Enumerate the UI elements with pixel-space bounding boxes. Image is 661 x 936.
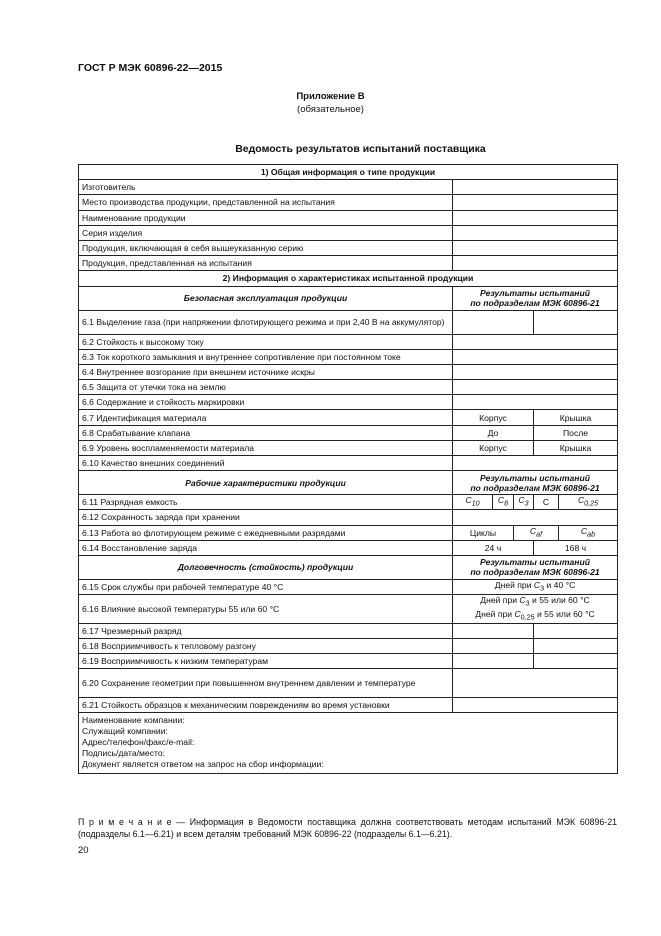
value-cell[interactable] bbox=[453, 180, 618, 195]
value-cell[interactable] bbox=[453, 653, 534, 668]
value-cell[interactable] bbox=[453, 638, 534, 653]
company-info-block bbox=[79, 713, 618, 774]
value-cell[interactable] bbox=[453, 240, 618, 255]
group-performance-header: Рабочие характеристики продукции bbox=[79, 471, 453, 495]
c025-label: $C_{0,25}$ bbox=[559, 495, 618, 510]
test-row: 6.19 Восприимчивость к низким температурам bbox=[79, 653, 453, 668]
test-row: 6.10 Качество внешних соединений bbox=[79, 456, 453, 471]
h24-label: 24 ч bbox=[453, 540, 534, 555]
test-row: 6.4 Внутреннее возгорание при внешнем источнике искры bbox=[79, 364, 453, 379]
value-cell[interactable] bbox=[453, 225, 618, 240]
value-cell[interactable] bbox=[534, 310, 618, 334]
test-row: 6.7 Идентификация материала bbox=[79, 410, 453, 425]
value-cell[interactable] bbox=[453, 334, 618, 349]
corpus-label: Корпус bbox=[453, 410, 534, 425]
company-employee-label: Служащий компании: bbox=[82, 726, 168, 737]
test-row: 6.3 Ток короткого замыкания и внутреннее сопротивление при постоянном токе bbox=[79, 349, 453, 364]
test-row: 6.20 Сохранение геометрии при повышенном внутреннем давлении и температуре bbox=[79, 669, 453, 698]
test-row: 6.14 Восстановление заряда bbox=[79, 540, 453, 555]
value-cell[interactable] bbox=[534, 638, 618, 653]
before-label: До bbox=[453, 425, 534, 440]
c-label: C bbox=[534, 495, 559, 510]
value-cell[interactable] bbox=[534, 653, 618, 668]
value-cell[interactable] bbox=[453, 623, 534, 638]
general-row: Продукция, включающая в себя вышеуказанную серию bbox=[79, 240, 453, 255]
section-2-header: 2) Информация о характеристиках испытанной продукции bbox=[79, 271, 618, 286]
days-at-55-60-label: Дней при $C_3$ и 55 или 60 °С Дней при $C_{0,25}$ и 55 или 60 °С bbox=[453, 595, 618, 623]
group-safety-header: Безопасная эксплуатация продукции bbox=[79, 286, 453, 310]
test-row: 6.8 Срабатывание клапана bbox=[79, 425, 453, 440]
cab-label: $C_{ab}$ bbox=[559, 525, 618, 540]
company-name-label: Наименование компании: bbox=[82, 715, 185, 726]
general-row: Место производства продукции, представленной на испытания bbox=[79, 195, 453, 210]
results-header: Результаты испытаний по подразделам МЭК 60896-21 bbox=[453, 555, 618, 579]
value-cell[interactable] bbox=[453, 380, 618, 395]
value-cell[interactable] bbox=[534, 623, 618, 638]
response-label: Документ является ответом на запрос на сбор информации: bbox=[82, 759, 324, 770]
value-cell[interactable] bbox=[453, 195, 618, 210]
section-1-header: 1) Общая информация о типе продукции bbox=[79, 165, 618, 180]
test-row: 6.6 Содержание и стойкость маркировки bbox=[79, 395, 453, 410]
value-cell[interactable] bbox=[453, 669, 618, 698]
results-table bbox=[78, 164, 618, 774]
lid-label: Крышка bbox=[534, 410, 618, 425]
caf-label: $C_{af}$ bbox=[514, 525, 559, 540]
test-row: 6.18 Восприимчивость к тепловому разгону bbox=[79, 638, 453, 653]
lid-label: Крышка bbox=[534, 440, 618, 455]
test-row: 6.16 Влияние высокой температуры 55 или 60 °С bbox=[79, 595, 453, 623]
after-label: После bbox=[534, 425, 618, 440]
general-row: Изготовитель bbox=[79, 180, 453, 195]
days-at-40-label: Дней при $C_3$ и 40 °С bbox=[453, 579, 618, 594]
value-cell[interactable] bbox=[453, 349, 618, 364]
annex-subtitle: (обязательное) bbox=[297, 104, 364, 115]
c10-label: $C_{10}$ bbox=[453, 495, 493, 510]
h168-label: 168 ч bbox=[534, 540, 618, 555]
note-text: П р и м е ч а н и е — Информация в Ведомости поставщика должна соответствовать методам испытаний МЭК 60896-21 (подразделы 6.1—6.21) и всем деталям требований МЭК 60896-22 (подразделы 6.1—6.21). bbox=[78, 817, 617, 839]
value-cell[interactable] bbox=[453, 698, 618, 713]
signature-label: Подпись/дата/место: bbox=[82, 748, 165, 759]
test-row: 6.13 Работа во флотирующем режиме с ежедневными разрядами bbox=[79, 525, 453, 540]
value-cell[interactable] bbox=[453, 364, 618, 379]
test-row: 6.21 Стойкость образцов к механическим повреждениям во время установки bbox=[79, 698, 453, 713]
value-cell[interactable] bbox=[453, 256, 618, 271]
page-number: 20 bbox=[78, 845, 89, 856]
page-title: Ведомость результатов испытаний поставщика bbox=[235, 143, 486, 155]
group-durability-header: Долговечность (стойкость) продукции bbox=[79, 555, 453, 579]
test-row: 6.17 Чрезмерный разряд bbox=[79, 623, 453, 638]
cycles-label: Циклы bbox=[453, 525, 514, 540]
c3-label: $C_3$ bbox=[514, 495, 534, 510]
value-cell[interactable] bbox=[453, 310, 534, 334]
value-cell[interactable] bbox=[453, 395, 618, 410]
general-row: Продукция, представленная на испытания bbox=[79, 256, 453, 271]
test-row: 6.11 Разрядная емкость bbox=[79, 495, 453, 510]
value-cell[interactable] bbox=[453, 456, 618, 471]
results-header: Результаты испытаний по подразделам МЭК 60896-21 bbox=[453, 471, 618, 495]
value-cell[interactable] bbox=[453, 210, 618, 225]
test-row: 6.2 Стойкость к высокому току bbox=[79, 334, 453, 349]
company-contacts-label: Адрес/телефон/факс/e-mail: bbox=[82, 737, 195, 748]
corpus-label: Корпус bbox=[453, 440, 534, 455]
results-header: Результаты испытаний по подразделам МЭК 60896-21 bbox=[453, 286, 618, 310]
test-row: 6.5 Защита от утечки тока на землю bbox=[79, 380, 453, 395]
test-row: 6.1 Выделение газа (при напряжении флотирующего режима и при 2,40 В на аккумулятор) bbox=[79, 310, 453, 334]
general-row: Серия изделия bbox=[79, 225, 453, 240]
test-row: 6.15 Срок службы при рабочей температуре 40 °С bbox=[79, 579, 453, 594]
general-row: Наименование продукции bbox=[79, 210, 453, 225]
test-row: 6.9 Уровень воспламеняемости материала bbox=[79, 440, 453, 455]
value-cell[interactable] bbox=[453, 510, 618, 525]
document-header: ГОСТ Р МЭК 60896-22—2015 bbox=[78, 62, 223, 74]
annex-title: Приложение В bbox=[296, 91, 365, 102]
c8-label: $C_8$ bbox=[493, 495, 514, 510]
test-row: 6.12 Сохранность заряда при хранении bbox=[79, 510, 453, 525]
